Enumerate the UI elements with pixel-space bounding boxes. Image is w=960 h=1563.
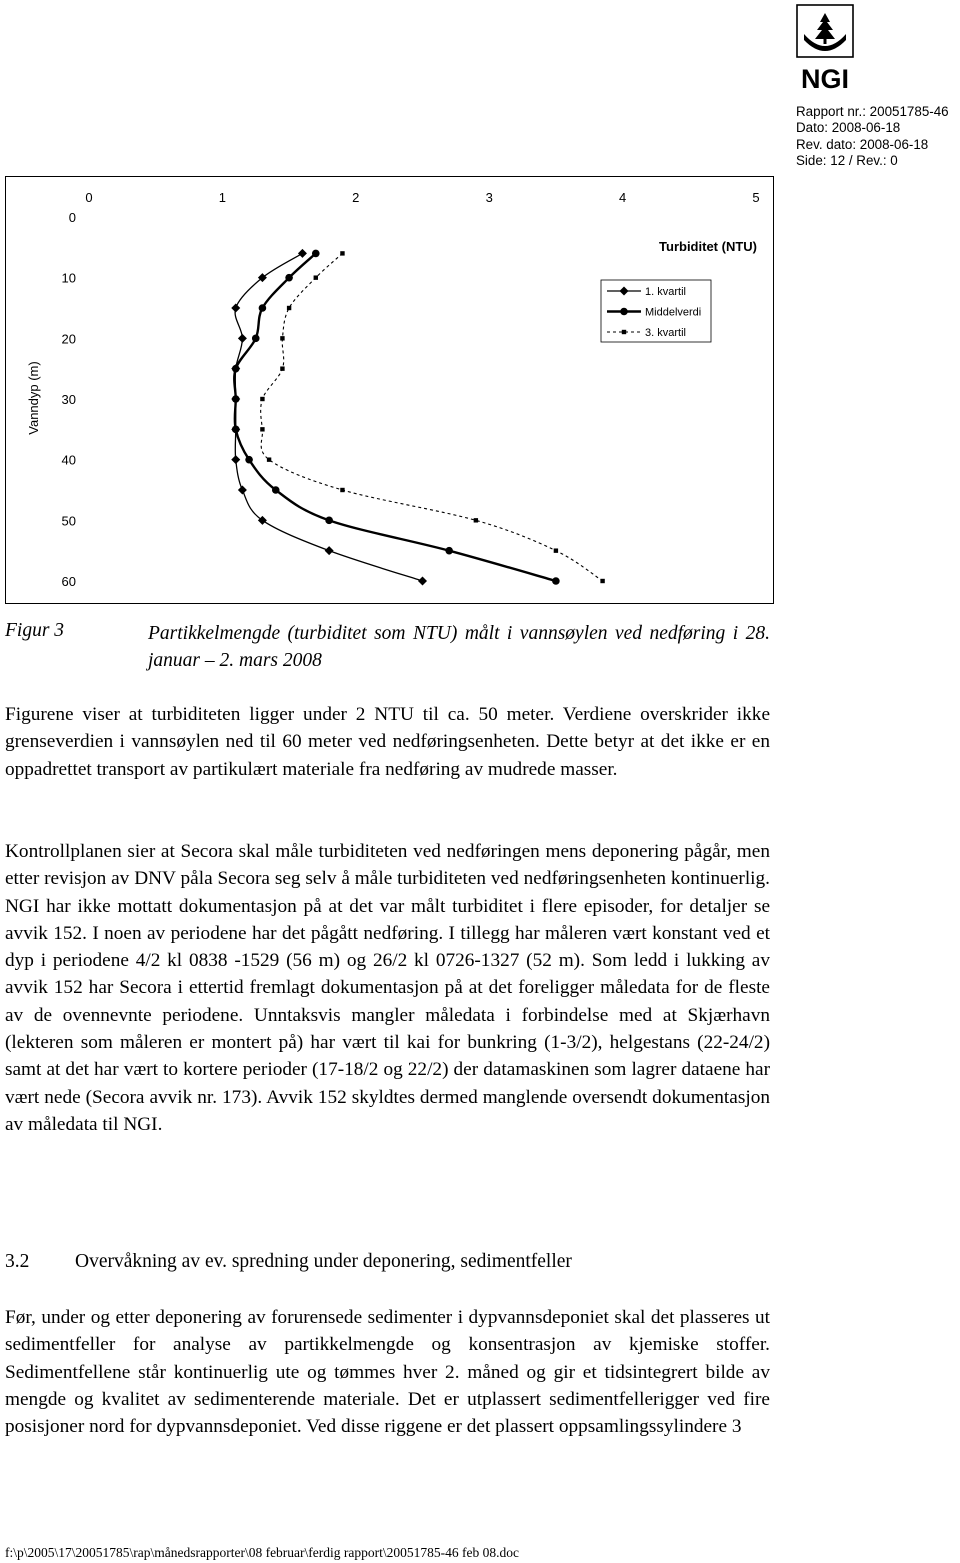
data-point — [418, 577, 427, 586]
data-point — [260, 427, 264, 431]
legend-marker — [622, 330, 626, 334]
data-point — [325, 517, 333, 525]
data-point — [312, 250, 320, 258]
y-tick-label: 10 — [61, 270, 76, 286]
data-point — [314, 275, 318, 279]
data-point — [554, 548, 558, 552]
data-point — [238, 486, 247, 495]
x-tick-label: 5 — [752, 190, 760, 205]
data-point — [260, 397, 264, 401]
data-point — [267, 457, 271, 461]
x-tick-label: 0 — [85, 190, 93, 205]
paragraph-2: Kontrollplanen sier at Secora skal måle turbiditeten ved nedføringen mens deponering pågår, men etter revisjon av DNV påla Secora seg selv å måle turbiditeten ved nedføringsenheten kontinuerlig. NGI har ikke mottatt dokumentasjon på at det var målt turbiditet i flere episoder, for detaljer se avvik 152. I noen av periodene har det pågått nedføring. I tillegg har måleren vært konstant ved et dyp i periodene 4/2 kl 0838 -1529 (56 m) og 26/2 kl 0726-1327 (52 m). Som ledd i lukking av avvik 152 har Secora i ettertid fremlagt dokumentasjon på at det foreligger måledata for de fleste av de ovennevnte periodene. Unntaksvis mangler måledata i forbindelse med at Skjærhavn (lekteren som måleren er montert på) har vært til kai for bunkring (1-3/2), helgestans (22-24/2) samt at det har vært to kortere perioder (17-18/2 og 22/2) der datamaskinen som lagrer dataene har vært nede (Secora avvik nr. 173). Avvik 152 skyldtes dermed manglende oversendt dokumentasjon av måledata til NGI. — [5, 841, 770, 1135]
paragraph-1: Figurene viser at turbiditeten ligger under 2 NTU til ca. 50 meter. Verdiene overskrider ikke grenseverdien i vannsøylen ned til 60 meter ved nedføringsenheten. Dette betyr at det ikke er en oppadrettet transport av partikulært materiale fra nedføring av mudrede masser. — [5, 704, 770, 780]
chart-legend — [601, 280, 711, 342]
figure-number: Figur 3 — [5, 620, 65, 641]
legend-label: 3. kvartil — [645, 327, 686, 339]
series-line — [235, 253, 422, 581]
chart-title: Turbiditet (NTU) — [659, 239, 757, 254]
legend-label: Middelverdi — [645, 306, 702, 319]
y-axis-ticks — [62, 210, 76, 589]
legend-label: 1. kvartil — [645, 286, 686, 298]
data-point — [231, 304, 240, 313]
data-point — [340, 488, 344, 492]
data-point — [600, 579, 604, 583]
series-line — [261, 253, 603, 581]
file-path-footer: f:\p\2005\17\20051785\rap\månedsrapporter\08 februar\ferdig rapport\20051785-46 feb 08.doc — [5, 1545, 519, 1560]
data-point — [272, 486, 280, 494]
data-point — [252, 335, 260, 343]
x-tick-label: 1 — [218, 190, 227, 205]
y-tick-label: 60 — [61, 574, 76, 589]
logo-text: NGI — [800, 64, 850, 92]
paragraph-3: Før, under og etter deponering av forurensede sedimenter i dypvannsdeponiet skal det plasseres ut sedimentfeller for analyse av partikkelmengde og konsentrasjon av kjemiske stoffer. Sedimentfellene står kontinuerlig ute og tømmes hver 2. måned og gir et tidsintegrert bilde av mengde og kvalitet av sedimenterende materiale. Det er utplassert sedimentfellerigger ved fire posisjoner nord for dypvannsdeponiet. Ved disse riggene er det plassert oppsamlingssylindere 3 — [5, 1307, 770, 1438]
y-axis-label: Vanndyp (m) — [26, 361, 41, 435]
data-point — [232, 365, 240, 373]
data-point — [280, 336, 284, 340]
data-point — [474, 518, 478, 522]
y-tick-label: 20 — [61, 331, 76, 347]
data-point — [285, 274, 293, 282]
series-3 — [260, 251, 605, 583]
y-tick-label: 40 — [61, 452, 76, 468]
data-point — [340, 251, 344, 255]
turbidity-chart — [0, 0, 960, 620]
data-point — [552, 577, 560, 585]
x-tick-label: 3 — [485, 190, 493, 205]
y-tick-label: 30 — [61, 392, 76, 407]
data-point — [232, 395, 240, 403]
data-point — [325, 546, 334, 555]
data-point — [232, 426, 240, 434]
x-tick-label: 2 — [352, 190, 360, 205]
section-heading — [5, 1251, 572, 1273]
section-number: 3.2 — [5, 1251, 30, 1272]
data-point — [259, 304, 267, 312]
x-tick-label: 4 — [618, 190, 627, 205]
section-title: Overvåkning av ev. spredning under deponering, sedimentfeller — [75, 1251, 572, 1272]
data-point — [280, 366, 284, 370]
data-point — [238, 334, 247, 343]
revision-date: Rev. dato: 2008-06-18 — [796, 136, 929, 152]
report-date: Dato: 2008-06-18 — [796, 120, 901, 136]
report-number: Rapport nr.: 20051785-46 — [796, 104, 949, 119]
chart-series — [231, 249, 605, 586]
y-tick-label: 0 — [68, 210, 76, 225]
page-number: Side: 12 / Rev.: 0 — [796, 153, 898, 169]
series-2 — [232, 250, 560, 585]
data-point — [231, 455, 240, 464]
data-point — [445, 547, 453, 555]
data-point — [298, 249, 307, 258]
figure-caption: Partikkelmengde (turbiditet som NTU) målt i vannsøylen ved nedføring i 28. januar – 2. mars 2008 — [148, 623, 770, 671]
data-point — [245, 456, 253, 464]
data-point — [287, 306, 291, 310]
legend-marker — [620, 308, 628, 316]
x-axis-ticks — [85, 190, 759, 205]
y-tick-label: 50 — [61, 513, 76, 529]
